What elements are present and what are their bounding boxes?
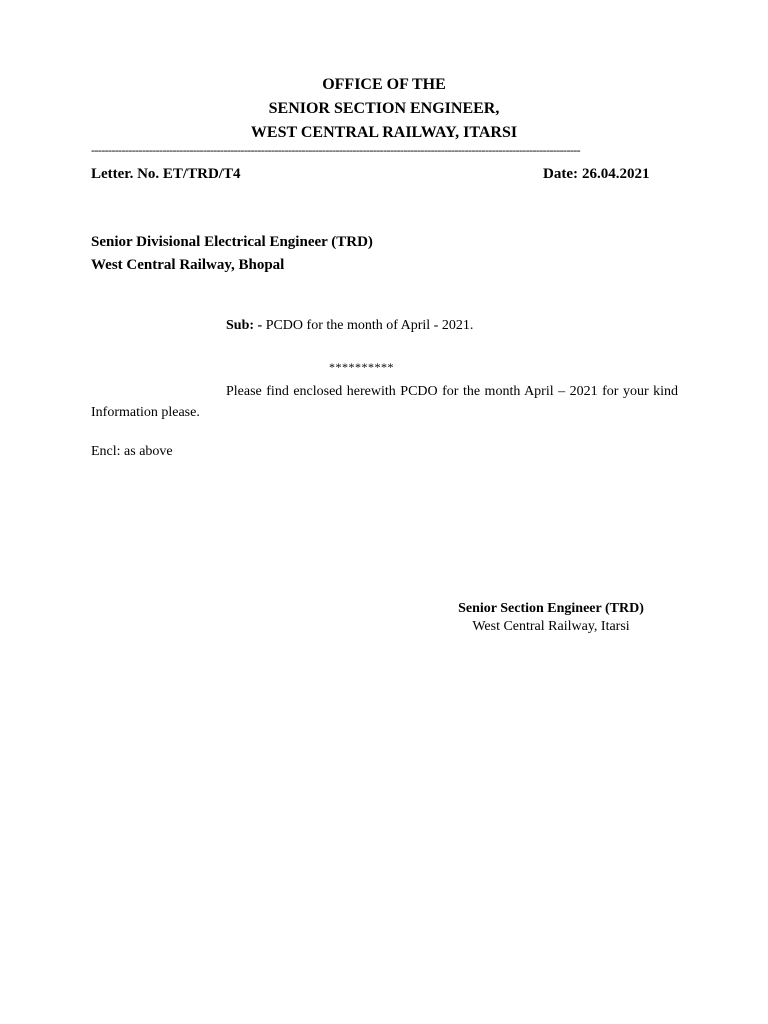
date-value: 26.04.2021 [581, 166, 650, 182]
letter-date [543, 166, 649, 183]
recipient-address: West Central Railway, Bhopal [91, 257, 285, 273]
date-label: Date: [543, 166, 578, 182]
body-paragraph: Please find enclosed herewith PCDO for the month April – 2021 for your kind Information please. [91, 384, 678, 420]
signatory-place: West Central Railway, Itarsi [472, 619, 630, 634]
subject-line [226, 318, 473, 334]
letterhead-line-office: OFFICE OF THE [322, 76, 446, 93]
recipient-block [91, 231, 373, 277]
dashed-separator: ------------------------------------------------------------------------------------------------------------------------------------------------ [91, 143, 581, 157]
signatory-designation: Senior Section Engineer (TRD) [458, 601, 644, 616]
letterhead [0, 73, 768, 145]
letterhead-line-designation: SENIOR SECTION ENGINEER, [268, 100, 500, 117]
asterisk-divider: ********** [329, 360, 394, 374]
letterhead-line-organization: WEST CENTRAL RAILWAY, ITARSI [250, 124, 518, 141]
letter-number: Letter. No. ET/TRD/T4 [91, 166, 241, 182]
signature-block [440, 600, 662, 636]
recipient-designation: Senior Divisional Electrical Engineer (TRD) [91, 234, 373, 250]
subject-label: Sub: - [226, 318, 263, 333]
subject-text: PCDO for the month of April - 2021. [265, 318, 474, 333]
enclosure-note: Encl: as above [91, 444, 173, 459]
